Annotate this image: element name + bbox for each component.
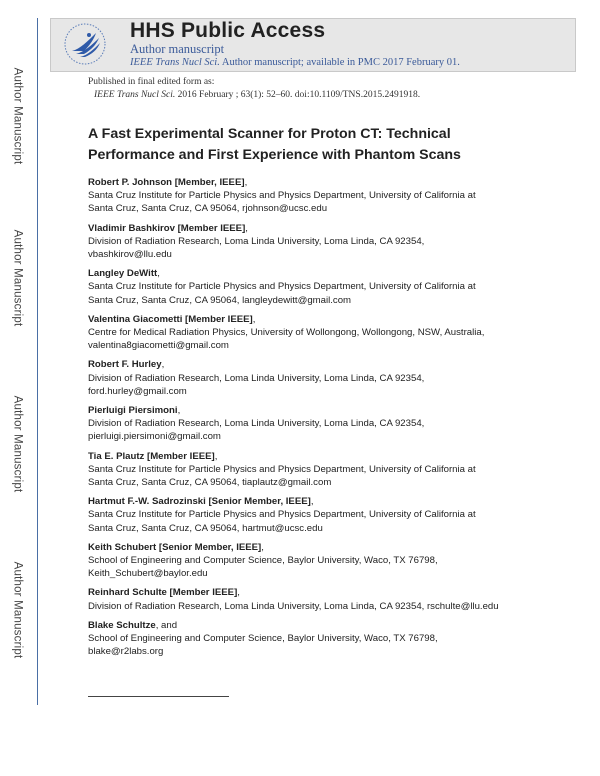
author-entry: Valentina Giacometti [Member IEEE], Centre for Medical Radiation Physics, University of Wollongong, Wollongong, NSW, Australia, valentina8giacometti@gmail.com: [88, 313, 485, 352]
author-entry: Vladimir Bashkirov [Member IEEE], Division of Radiation Research, Loma Linda University, Loma Linda, CA 92354, vbashkirov@llu.edu: [88, 222, 425, 261]
author-entry: Robert F. Hurley, Division of Radiation Research, Loma Linda University, Loma Linda, CA 92354, ford.hurley@gmail.com: [88, 359, 425, 397]
published-citation: IEEE Trans Nucl Sci. 2016 February ; 63(1): 52–60. doi:10.1109/TNS.2015.2491918.: [94, 90, 421, 100]
author-list: [88, 176, 558, 665]
page-title: HHS Public Access: [130, 19, 326, 42]
manuscript-subtitle: Author manuscript: [130, 42, 225, 56]
author-entry: Pierluigi Piersimoni, Division of Radiation Research, Loma Linda University, Loma Linda, CA 92354, pierluigi.piersimoni@gmail.com: [88, 405, 425, 443]
footnote-divider: [88, 696, 229, 697]
author-entry: Robert P. Johnson [Member, IEEE], Santa Cruz Institute for Particle Physics and Physics Department, University of California at Santa Cruz, Santa Cruz, CA 95064, rjohnson@ucsc.edu: [88, 177, 476, 215]
sidebar-label-4: Author Manuscript: [11, 561, 24, 659]
sidebar-divider: [37, 18, 38, 705]
author-entry: Reinhard Schulte [Member IEEE], Division of Radiation Research, Loma Linda University, Loma Linda, CA 92354, rschulte@llu.edu: [88, 587, 499, 612]
author-entry: Keith Schubert [Senior Member, IEEE], School of Engineering and Computer Science, Baylor University, Waco, TX 76798, Keith_Schubert@baylor.edu: [88, 541, 438, 580]
sidebar-label-2: Author Manuscript: [11, 229, 24, 327]
header-citation: IEEE Trans Nucl Sci. Author manuscript; available in PMC 2017 February 01.: [130, 57, 460, 68]
sidebar-label-3: Author Manuscript: [11, 395, 24, 493]
author-entry: Blake Schultze, and School of Engineering and Computer Science, Baylor University, Waco, TX 76798, blake@r2labs.org: [88, 619, 438, 658]
paper-title: A Fast Experimental Scanner for Proton CT: Technical Performance and First Experience with Phantom Scans: [88, 126, 461, 163]
author-entry: Tia E. Plautz [Member IEEE], Santa Cruz Institute for Particle Physics and Physics Department, University of California at Santa Cruz, Santa Cruz, CA 95064, tiaplautz@gmail.com: [88, 450, 476, 489]
hhs-eagle-logo-icon: [58, 21, 112, 67]
author-entry: Langley DeWitt, Santa Cruz Institute for Particle Physics and Physics Department, University of California at Santa Cruz, Santa Cruz, CA 95064, langleydewitt@gmail.com: [88, 268, 476, 306]
published-info: Published in final edited form as: IEEE Trans Nucl Sci. 2016 February ; 63(1): 52–60. doi:10.1109/TNS.2015.2491918.: [88, 77, 421, 100]
sidebar-label-1: Author Manuscript: [11, 67, 24, 165]
author-entry: Hartmut F.-W. Sadrozinski [Senior Member, IEEE], Santa Cruz Institute for Particle Physics and Physics Department, University of California at Santa Cruz, Santa Cruz, CA 95064, hartmut@ucsc.edu: [88, 496, 476, 534]
